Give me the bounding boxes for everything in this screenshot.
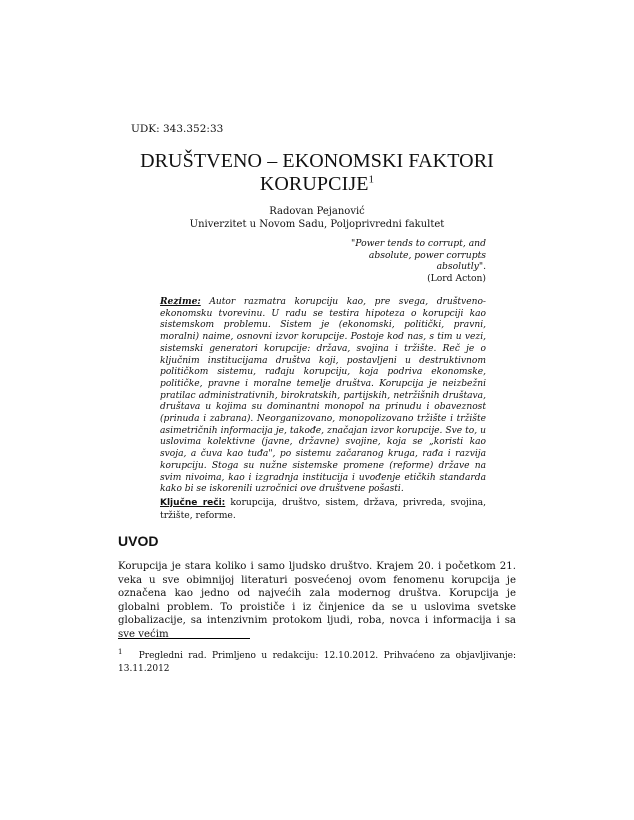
paper-title — [120, 150, 514, 196]
keywords-label: Ključne reči: — [160, 498, 226, 508]
epigraph — [336, 238, 486, 284]
abstract-text: Autor razmatra korupciju kao, pre svega, društveno-ekonomsku tvorevinu. U radu se testira hipoteza o korupciji kao sistemskom problemu. Sistem je (ekonomski, politički, pravni, moralni) naime, osnovni izvor korupcije. Postoje kod nas, s tim u vezi, sistemski generatori korupcije: država, svojina i tržište. Reč je o ključnim institucijama društva koji, postavljeni u destruktivnom političkom sistemu, rađaju korupciju, koja podriva ekonomske, političke, pravne i moralne temelje društva. Korupcija je neizbežni pratilac administrativnih, birokratskih, partijskih, netržišnih društava, društava u kojima su dominantni monopol na prinudu i obaveznost (prinuda i zabrana). Neorganizovano, monopolizovano tržište i tržište asimetričnih informacija je, takođe, značajan izvor korupcije. Sve to, u uslovima kolektivne (javne, državne) svojine, koja se „koristi kao svoja, a čuva kao tuđa", po sistemu začaranog kruga, rađa i razvija korupciju. Stoga su nužne sistemske promene (reforme) države na svim nivoima, kao i izgradnja institucija i uvođenje etičkih standarda kako bi se iskorenili uzročnici ove društvene pošasti. — [160, 297, 486, 495]
title-line-2 — [120, 173, 514, 196]
udk-code: UDK: 343.352:33 — [131, 123, 224, 135]
footnote — [118, 646, 516, 675]
abstract-label: Rezime: — [160, 296, 201, 307]
title-line-1: DRUŠTVENO – EKONOMSKI FAKTORI — [140, 150, 494, 172]
body-paragraph: Korupcija je stara koliko i samo ljudsko društvo. Krajem 20. i početkom 21. veka u sve obimnijoj literaturi posvećenoj ovom fenomenu korupcija je označena kao jedno od najvećih zala modernog društva. Korupcija je globalni problem. To proističe i iz činjenice da se u uslovima svetske globalizacije, sa intenzivnim protokom ljudi, roba, novca i informacija i sa sve većim — [118, 561, 516, 640]
keywords-text: korupcija, društvo, sistem, država, privreda, svojina, tržište, reforme. — [160, 497, 487, 521]
footnote-divider — [118, 638, 250, 639]
epigraph-quote: "Power tends to corrupt, and absolute, power corrupts absolutly". — [351, 238, 486, 273]
title-line-2-text: KORUPCIJE — [259, 173, 369, 195]
author-affiliation: Univerzitet u Novom Sadu, Poljoprivredni fakultet — [189, 219, 445, 230]
footnote-text: Pregledni rad. Primljeno u redakciju: 12.10.2012. Prihvaćeno za objavljivanje: 13.11.2012 — [118, 651, 516, 674]
title-footnote-mark[interactable]: 1 — [368, 173, 375, 186]
epigraph-attribution: (Lord Acton) — [427, 272, 486, 284]
author-name: Radovan Pejanović — [269, 206, 365, 217]
footnote-mark: 1 — [118, 648, 123, 656]
keywords — [160, 497, 486, 522]
section-heading: UVOD — [118, 533, 159, 549]
abstract — [160, 296, 486, 496]
